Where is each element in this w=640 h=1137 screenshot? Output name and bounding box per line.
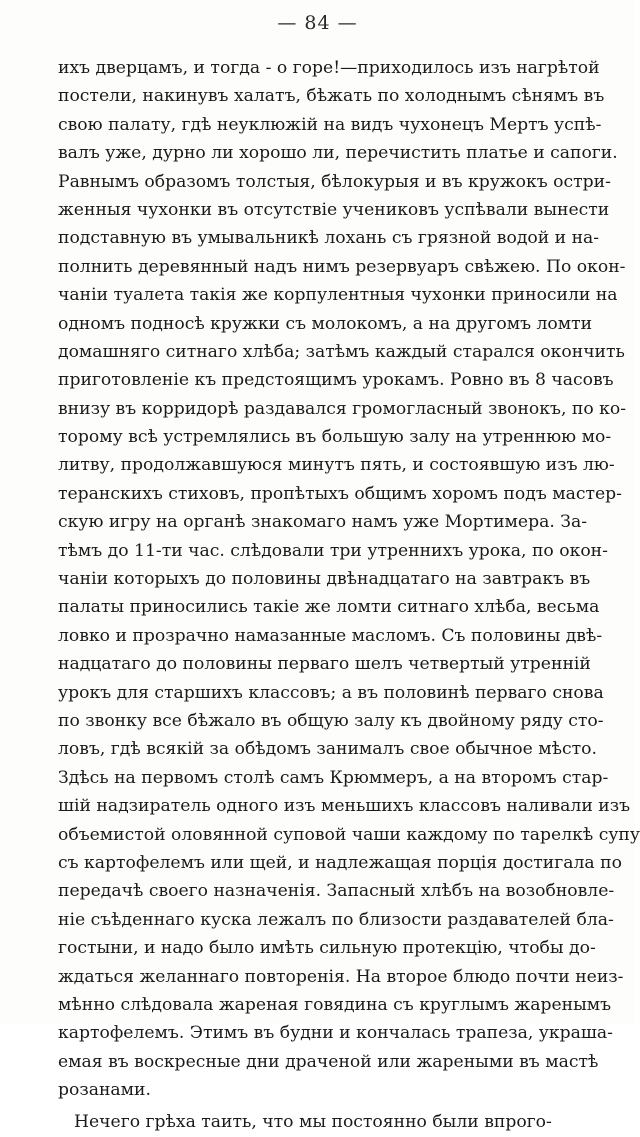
text-line: чаніи туалета такія же корпулентныя чухонки приносили на [58,285,618,306]
text-line: емая въ воскресные дни драченой или жареными въ мастѣ [58,1051,599,1072]
text-line: свою палату, гдѣ неуклюжій на видъ чухонецъ Мертъ успѣ- [58,114,602,135]
text-line: скую игру на органѣ знакомаго намъ уже Мортимера. За- [58,512,588,533]
text-line: полнить деревянный надъ нимъ резервуаръ свѣжею. По окон- [58,256,626,277]
text-line: шій надзиратель одного изъ меньшихъ классовъ наливали изъ [58,796,631,817]
text-line: розанами. [58,1080,151,1101]
text-line: чаніи которыхъ до половины двѣнадцатаго на завтракъ въ [58,569,591,590]
text-line: ихъ дверцамъ, и тогда - о горе!—приходилось изъ нагрѣтой [58,58,600,78]
text-line: картофелемъ. Этимъ въ будни и кончалась трапеза, украша- [58,1023,613,1044]
text-line: Равнымъ образомъ толстыя, бѣлокурыя и въ кружокъ остри- [58,171,611,192]
text-line: палаты приносились такіе же ломти ситнаго хлѣба, весьма [58,597,600,618]
text-line: по звонку все бѣжало въ общую залу къ двойному ряду сто- [58,710,604,731]
text-line: ніе съѣденнаго куска лежалъ по близости раздавателей бла- [58,909,614,930]
text-line: ловъ, гдѣ всякій за обѣдомъ занималъ свое обычное мѣсто. [58,739,597,760]
text-line: тѣмъ до 11-ти час. слѣдовали три утреннихъ урока, по окон- [58,540,608,561]
text-line: Нечего грѣха таить, что мы постоянно были впрого- [74,1112,552,1133]
text-line: гостыни, и надо было имѣть сильную протекцію, чтобы до- [58,938,596,959]
body-text [58,54,640,1137]
text-line: мѣнно слѣдовала жареная говядина съ круглымъ жаренымъ [58,994,612,1015]
text-line: валъ уже, дурно ли хорошо ли, перечистить платье и сапоги. [58,143,618,164]
text-line: объемистой оловянной суповой чаши каждому по тарелкѣ супу [58,824,640,845]
text-line: надцатаго до половины перваго шелъ четвертый утренній [58,654,591,675]
text-line: теранскихъ стиховъ, пропѣтыхъ общимъ хоромъ подъ мастер- [58,483,622,504]
text-line: подставную въ умывальникѣ лохань съ грязной водой и на- [58,228,600,249]
text-line: урокъ для старшихъ классовъ; а въ половинѣ перваго снова [58,682,604,703]
text-line: женныя чухонки въ отсутствіе учениковъ успѣвали вынести [58,199,610,220]
text-line: съ картофелемъ или щей, и надлежащая порція достигала по [58,852,622,873]
text-line: одномъ подносѣ кружки съ молокомъ, а на другомъ ломти [58,313,593,334]
paragraph [58,1108,578,1136]
text-line: внизу въ корридорѣ раздавался громогласный звонокъ, по ко- [58,398,627,419]
text-line: приготовленіе къ предстоящимъ урокамъ. Ровно въ 8 часовъ [58,370,614,391]
text-line: Здѣсь на первомъ столѣ самъ Крюммеръ, а на второмъ стар- [58,767,609,788]
text-line: ждаться желаннаго повторенія. На второе блюдо почти неиз- [58,966,624,987]
text-line: литву, продолжавшуюся минутъ пять, и состоявшую изъ лю- [58,455,615,476]
text-line: торому всѣ устремлялись въ большую залу на утреннюю мо- [58,427,612,448]
page-number: — 84 — [277,12,358,34]
text-line: передачѣ своего назначенія. Запасный хлѣбъ на возобновле- [58,881,615,902]
text-line: постели, накинувъ халатъ, бѣжать по холоднымъ сѣнямъ въ [58,86,605,107]
paragraph [58,54,640,1104]
text-line: ловко и прозрачно намазанные масломъ. Съ половины двѣ- [58,625,603,646]
text-line: домашняго ситнаго хлѣба; затѣмъ каждый старался окончить [58,341,625,362]
